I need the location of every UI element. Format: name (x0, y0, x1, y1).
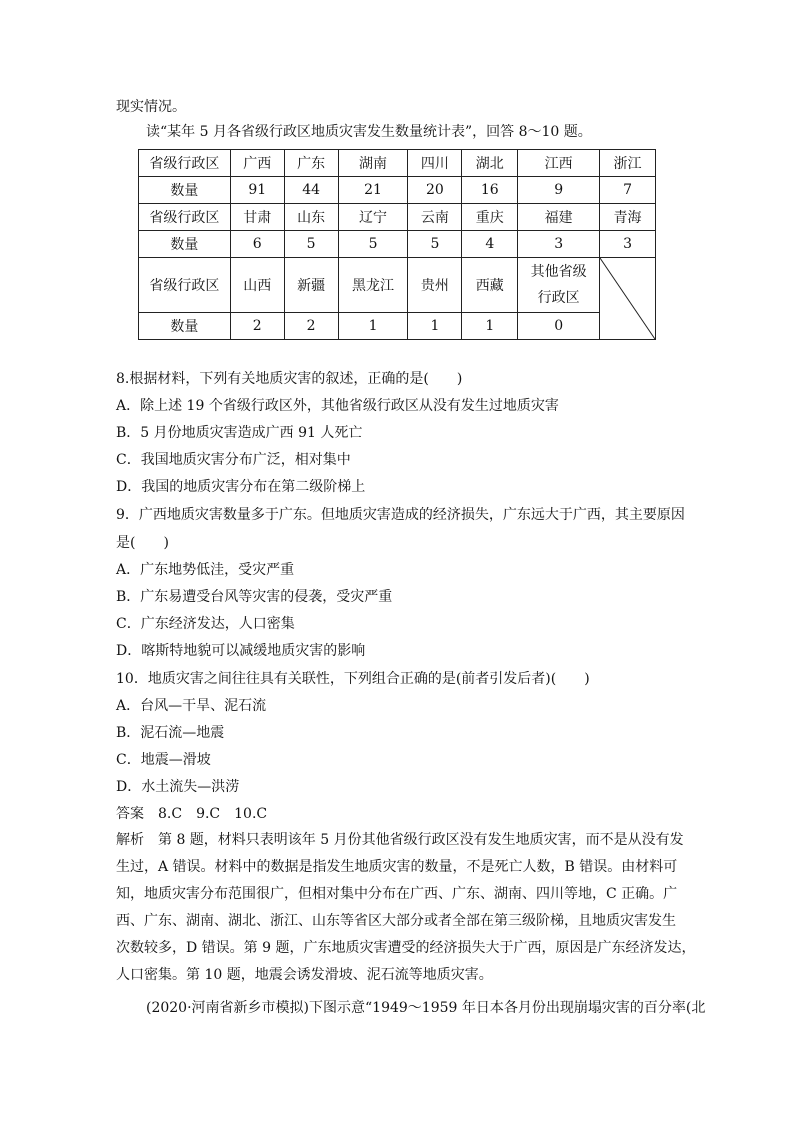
table-cell: 5 (408, 231, 462, 258)
table-row (139, 177, 656, 204)
analysis-line: 西、广东、湖南、湖北、浙江、山东等省区大部分或者全部在第三级阶梯，且地质灾害发生 (116, 913, 676, 929)
table-cell: 20 (408, 177, 462, 204)
q8-option-a: A．除上述 19 个省级行政区外，其他省级行政区从没有发生过地质灾害 (116, 398, 559, 414)
other-regions-line2: 行政区 (537, 290, 580, 306)
analysis-line: 人口密集。第 10 题，地震会诱发滑坡、泥石流等地质灾害。 (116, 967, 493, 983)
table-cell: 重庆 (462, 204, 518, 231)
table-cell: 省级行政区 (139, 204, 231, 231)
table-cell: 7 (600, 177, 656, 204)
table-cell: 4 (462, 231, 518, 258)
q10-stem: 10．地质灾害之间往往具有关联性，下列组合正确的是(前者引发后者)( ) (116, 671, 590, 687)
table-cell: 新疆 (284, 258, 338, 313)
table-cell: 91 (230, 177, 284, 204)
table-cell: 1 (408, 313, 462, 340)
table-cell: 2 (230, 313, 284, 340)
analysis-line: 生过，A 错误。材料中的数据是指发生地质灾害的数量，不是死亡人数，B 错误。由材料可 (116, 859, 678, 875)
table-cell: 甘肃 (230, 204, 284, 231)
table-cell: 山西 (230, 258, 284, 313)
table-cell: 贵州 (408, 258, 462, 313)
table-cell: 山东 (284, 204, 338, 231)
table-cell: 江西 (518, 150, 600, 177)
table-cell: 福建 (518, 204, 600, 231)
table-cell: 3 (518, 231, 600, 258)
table-row (139, 204, 656, 231)
table-cell: 2 (284, 313, 338, 340)
table-row (139, 313, 656, 340)
table-row (139, 231, 656, 258)
table-cell: 数量 (139, 313, 231, 340)
table-cell: 数量 (139, 231, 231, 258)
table-cell: 6 (230, 231, 284, 258)
table-cell: 浙江 (600, 150, 656, 177)
table-cell: 云南 (408, 204, 462, 231)
table-cell: 16 (462, 177, 518, 204)
table-cell: 黑龙江 (338, 258, 408, 313)
table-cell-other-regions (518, 258, 600, 313)
q8-option-d: D．我国的地质灾害分布在第二级阶梯上 (116, 479, 366, 495)
disaster-stats-table (138, 149, 656, 340)
q9-stem-line2: 是( ) (116, 535, 169, 551)
table-cell: 5 (284, 231, 338, 258)
q10-option-b: B．泥石流—地震 (116, 725, 225, 741)
table-cell: 5 (338, 231, 408, 258)
table-cell: 湖南 (338, 150, 408, 177)
table-cell: 1 (338, 313, 408, 340)
table-cell: 省级行政区 (139, 258, 231, 313)
empty-diagonal-cell (600, 258, 656, 340)
question-prompt: 读“某年 5 月各省级行政区地质灾害发生数量统计表”，回答 8～10 题。 (146, 124, 592, 140)
table-cell: 省级行政区 (139, 150, 231, 177)
table-row (139, 258, 656, 313)
answer-key: 答案 8.C 9.C 10.C (116, 806, 268, 822)
q9-option-d: D．喀斯特地貌可以减缓地质灾害的影响 (116, 643, 366, 659)
q10-option-c: C．地震—滑坡 (116, 752, 211, 768)
q8-option-c: C．我国地质灾害分布广泛，相对集中 (116, 452, 351, 468)
table-row (139, 150, 656, 177)
intro-text: 现实情况。 (116, 99, 186, 115)
q9-option-c: C．广东经济发达，人口密集 (116, 616, 295, 632)
table-cell: 9 (518, 177, 600, 204)
table-cell: 湖北 (462, 150, 518, 177)
table-cell: 四川 (408, 150, 462, 177)
table-cell: 0 (518, 313, 600, 340)
analysis-line: 次数较多，D 错误。第 9 题，广东地质灾害遭受的经济损失大于广西，原因是广东经济发达， (116, 940, 696, 956)
table-cell: 1 (462, 313, 518, 340)
table-cell: 44 (284, 177, 338, 204)
analysis-line: 知，地质灾害分布范围很广，但相对集中分布在广西、广东、湖南、四川等地，C 正确。广 (116, 886, 678, 902)
analysis-line: 解析 第 8 题，材料只表明该年 5 月份其他省级行政区没有发生地质灾害，而不是从没有发 (116, 832, 684, 848)
table-cell: 青海 (600, 204, 656, 231)
q9-option-a: A．广东地势低洼，受灾严重 (116, 562, 295, 578)
next-question-intro: (2020·河南省新乡市模拟)下图示意“1949～1959 年日本各月份出现崩塌灾害的百分率(北 (146, 1000, 706, 1016)
q8-stem: 8.根据材料，下列有关地质灾害的叙述，正确的是( ) (116, 371, 463, 387)
diagonal-line (600, 258, 655, 339)
q8-option-b: B．5 月份地质灾害造成广西 91 人死亡 (116, 425, 363, 441)
q9-stem-line1: 9．广西地质灾害数量多于广东。但地质灾害造成的经济损失，广东远大于广西，其主要原因 (116, 507, 685, 523)
q10-option-a: A．台风—干旱、泥石流 (116, 698, 267, 714)
table-cell: 21 (338, 177, 408, 204)
q9-option-b: B．广东易遭受台风等灾害的侵袭，受灾严重 (116, 589, 393, 605)
table-cell: 辽宁 (338, 204, 408, 231)
table-cell: 广东 (284, 150, 338, 177)
q10-option-d: D．水土流失—洪涝 (116, 779, 240, 795)
table-cell: 3 (600, 231, 656, 258)
table-cell: 广西 (230, 150, 284, 177)
table-cell: 数量 (139, 177, 231, 204)
other-regions-line1: 其他省级 (530, 264, 587, 280)
table-cell: 西藏 (462, 258, 518, 313)
